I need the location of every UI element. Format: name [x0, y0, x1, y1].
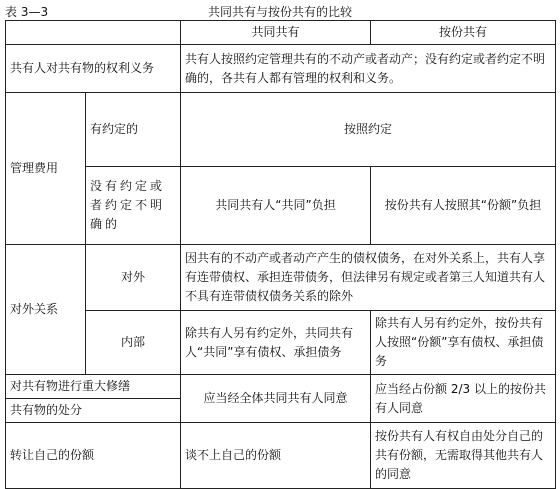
- table-title: 共同共有与按份共有的比较: [207, 5, 352, 19]
- label-external-relations: 对外关系: [6, 245, 86, 375]
- value-transfer-gongtong: 谈不上自己的份额: [181, 423, 371, 489]
- value-rights-duties: 共有人按照约定管理共有的不动产或者动产；没有约定或者约定不明确的，各共有人都有管理的权利和义务。: [181, 45, 556, 93]
- row-rights-duties: [6, 45, 556, 93]
- header-blank-cell: [6, 21, 181, 45]
- table-caption: 表 3—3: [5, 5, 49, 19]
- label-disposal: 共有物的处分: [6, 399, 181, 423]
- value-fee-anfen: 按份共有人按照其“份额”负担: [371, 167, 556, 245]
- header-row: [6, 21, 556, 45]
- label-rights-duties: 共有人对共有物的权利义务: [6, 45, 181, 93]
- row-repair: [6, 375, 556, 399]
- value-repair-gongtong: 应当经全体共同共有人同意: [181, 375, 371, 423]
- row-external: [6, 245, 556, 311]
- value-fee-agreed: 按照约定: [181, 93, 556, 167]
- label-fee-agreed: 有约定的: [86, 93, 181, 167]
- value-fee-gongtong: 共同共有人“共同”负担: [181, 167, 371, 245]
- label-management-fee: 管理费用: [6, 93, 86, 245]
- value-external: 因共有的不动产或者动产产生的债权债务，在对外关系上，共有人享有连带债权、承担连带债务，但法律另有规定或者第三人知道共有人不具有连带债权债务关系的除外: [181, 245, 556, 311]
- header-anfen: 按份共有: [371, 21, 556, 45]
- label-transfer: 转让自己的份额: [6, 423, 181, 489]
- value-repair-anfen: 应当经占份额 2/3 以上的按份共有人同意: [371, 375, 556, 423]
- header-gongtong: 共同共有: [181, 21, 371, 45]
- row-transfer: [6, 423, 556, 489]
- label-major-repair: 对共有物进行重大修缮: [6, 375, 181, 399]
- row-fee-not-agreed: [6, 167, 556, 245]
- label-external: 对外: [86, 245, 181, 311]
- row-internal: [6, 311, 556, 375]
- value-transfer-anfen: 按份共有人有权自由处分自己的共有份额，无需取得其他共有人的同意: [371, 423, 556, 489]
- row-fee-agreed: [6, 93, 556, 167]
- label-fee-not-agreed: 没有约定或者约定不明确的: [86, 167, 181, 245]
- value-internal-anfen: 除共有人另有约定外，按份共有人按照“份额”享有债权、承担债务: [371, 311, 556, 375]
- value-internal-gongtong: 除共有人另有约定外，共同共有人“共同”享有债权、承担债务: [181, 311, 371, 375]
- comparison-table: [5, 20, 556, 489]
- label-internal: 内部: [86, 311, 181, 375]
